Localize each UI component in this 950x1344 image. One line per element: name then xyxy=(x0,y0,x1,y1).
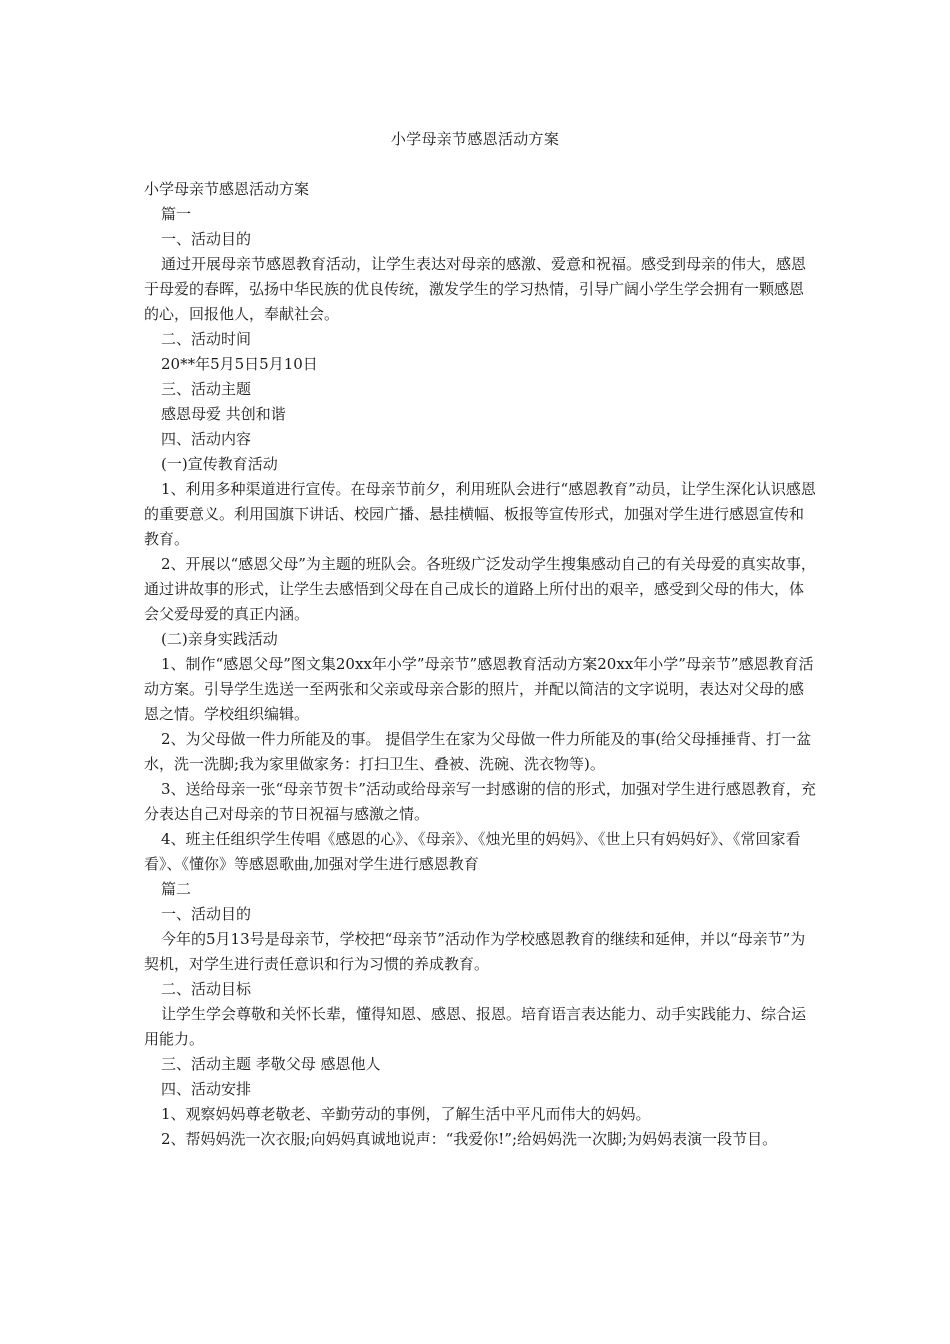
paragraph-arrangement-item-1: 1、观察妈妈尊老敬老、辛勤劳动的事例，了解生活中平凡而伟大的妈妈。 xyxy=(161,1105,651,1123)
heading-activity-theme: 三、活动主题 xyxy=(161,380,252,398)
paragraph-practice-item-1: 1、制作“感恩父母”图文集20xx年小学”母亲节”感恩教育活动方案20xx年小学”母亲节”感恩教育活动方案。引导学生选送一至两张和父亲或母亲合影的照片，并配以简洁的文字说明，表达对父母的感恩之情。学校组织编辑。 xyxy=(144,655,814,723)
paragraph-activity-purpose-2: 今年的5月13号是母亲节，学校把“母亲节”活动作为学校感恩教育的继续和延伸，并以“母亲节”为契机，对学生进行责任意识和行为习惯的养成教育。 xyxy=(144,930,806,973)
paragraph-activity-theme: 感恩母爱 共创和谐 xyxy=(161,405,286,423)
heading-activity-content: 四、活动内容 xyxy=(161,430,252,448)
section-heading-part-one: 篇一 xyxy=(161,205,192,223)
heading-activity-time: 二、活动时间 xyxy=(161,330,252,348)
heading-activity-purpose: 一、活动目的 xyxy=(161,230,252,248)
paragraph-practice-item-2: 2、为父母做一件力所能及的事。 提倡学生在家为父母做一件力所能及的事(给父母捶捶背、打一盆水，洗一洗脚;我为家里做家务：打扫卫生、叠被、洗碗、洗衣物等)。 xyxy=(144,730,812,773)
paragraph-practice-item-3: 3、送给母亲一张“母亲节贺卡”活动或给母亲写一封感谢的信的形式，加强对学生进行感恩教育，充分表达自己对母亲的节日祝福与感激之情。 xyxy=(144,780,816,823)
heading-activity-theme-2: 三、活动主题 孝敬父母 感恩他人 xyxy=(161,1055,381,1073)
subheading-practice-activities: (二)亲身实践活动 xyxy=(161,630,278,648)
paragraph-arrangement-item-2: 2、帮妈妈洗一次衣服;向妈妈真诚地说声：“我爱你!”;给妈妈洗一次脚;为妈妈表演一段节目。 xyxy=(161,1130,778,1148)
heading-activity-arrangement: 四、活动安排 xyxy=(161,1080,252,1098)
paragraph-activity-purpose: 通过开展母亲节感恩教育活动，让学生表达对母亲的感激、爱意和祝福。感受到母亲的伟大，感恩于母爱的春晖，弘扬中华民族的优良传统，激发学生的学习热情，引导广阔小学生学会拥有一颗感恩的心，回报他人，奉献社会。 xyxy=(144,255,807,323)
heading-activity-goals: 二、活动目标 xyxy=(161,980,252,998)
paragraph-publicity-item-1: 1、利用多种渠道进行宣传。在母亲节前夕，利用班队会进行“感恩教育”动员，让学生深化认识感恩的重要意义。利用国旗下讲话、校园广播、悬挂横幅、板报等宣传形式，加强对学生进行感恩宣传和教育。 xyxy=(144,480,816,548)
paragraph-publicity-item-2: 2、开展以“感恩父母”为主题的班队会。各班级广泛发动学生搜集感动自己的有关母爱的真实故事，通过讲故事的形式，让学生去感悟到父母在自己成长的道路上所付出的艰辛，感受到父母的伟大，体会父爱母爱的真正内涵。 xyxy=(144,555,816,623)
document-body xyxy=(144,177,816,1152)
section-heading-part-two: 篇二 xyxy=(161,880,192,898)
document-subtitle: 小学母亲节感恩活动方案 xyxy=(144,180,310,198)
paragraph-activity-goals: 让学生学会尊敬和关怀长辈，懂得知恩、感恩、报恩。培育语言表达能力、动手实践能力、综合运用能力。 xyxy=(144,1005,807,1048)
heading-activity-purpose-2: 一、活动目的 xyxy=(161,905,252,923)
paragraph-practice-item-4: 4、班主任组织学生传唱《感恩的心》、《母亲》、《烛光里的妈妈》、《世上只有妈妈好》、《常回家看看》、《懂你》等感恩歌曲,加强对学生进行感恩教育 xyxy=(144,830,801,873)
document-title: 小学母亲节感恩活动方案 xyxy=(390,130,560,148)
paragraph-activity-time: 20**年5月5日5月10日 xyxy=(161,355,318,373)
subheading-publicity-education: (一)宣传教育活动 xyxy=(161,455,278,473)
